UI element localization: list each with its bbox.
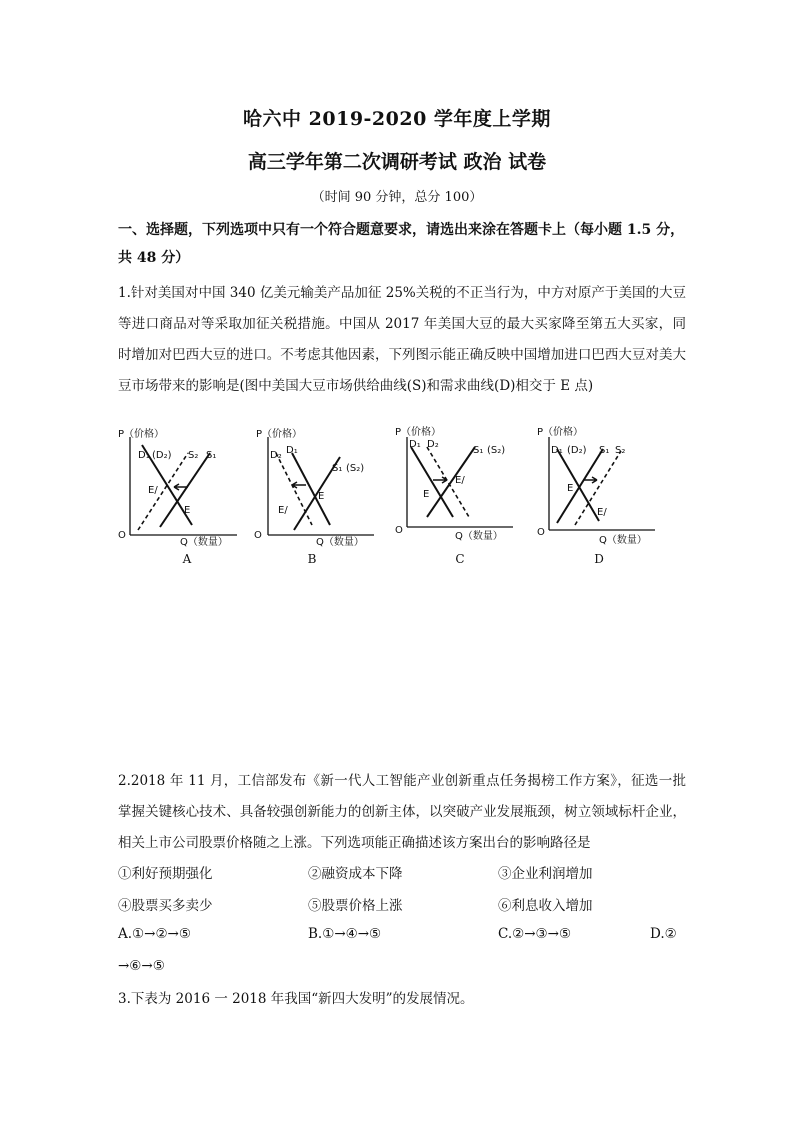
- graph-b-point-label: E: [318, 491, 325, 502]
- graph-a-label: A: [182, 552, 192, 566]
- graph-c: [393, 425, 523, 570]
- graph-a-svg: [112, 425, 242, 570]
- q2-option-b: B.①→④→⑤: [308, 926, 382, 942]
- graph-a: [112, 425, 242, 570]
- graph-b-q-axis: Q（数量）: [316, 537, 364, 548]
- graph-c-arrow: [433, 477, 447, 483]
- graph-d-p-axis: P（价格）: [537, 427, 584, 438]
- graph-a-curve-label: S₁: [206, 450, 217, 461]
- graph-b-curve-label: D₂: [270, 450, 282, 461]
- graph-a-p-axis: P（价格）: [118, 429, 165, 440]
- graph-d-point-label: E: [567, 483, 574, 494]
- graph-d-point-label: E/: [597, 507, 607, 518]
- graph-b-curve-label: (S₂): [346, 463, 365, 474]
- graph-b-arrow: [292, 482, 306, 488]
- q2-option-row: [118, 926, 686, 956]
- question-2-text: 2.2018 年 11 月，工信部发布《新一代人工智能产业创新重点任务揭榜工作方案》，征选一批掌握关键核心技术、具备较强创新能力的创新主体，以突破产业发展瓶颈，树立领域标杆企业，相关上市公司股票价格随之上涨。下列选项能正确描述该方案出台的影响路径是: [118, 773, 686, 851]
- q2-option-a: A.①→②→⑤: [118, 926, 191, 942]
- exam-header-title: 哈六中 2019-2020 学年度上学期: [243, 108, 551, 130]
- q2-item: ⑤股票价格上涨: [308, 898, 403, 914]
- exam-meta: （时间 90 分钟，总分 100）: [311, 190, 483, 205]
- graph-c-demand-curve: [411, 447, 453, 517]
- q2-item-row-2: [118, 894, 686, 924]
- q2-item: ②融资成本下降: [308, 866, 403, 882]
- graph-a-curve-label: S₂: [188, 450, 199, 461]
- q2-item: ③企业利润增加: [498, 866, 593, 882]
- graph-c-label: C: [455, 552, 465, 566]
- graph-c-curve-label: S₁: [473, 445, 484, 456]
- graph-c-curve-label: D₂: [427, 439, 439, 450]
- graph-c-curve-label: D₁: [409, 439, 421, 450]
- q2-item-row-1: [118, 862, 686, 892]
- graph-b-label: B: [307, 552, 317, 566]
- graph-c-point-label: E: [423, 489, 430, 500]
- question-1-text: 1.针对美国对中国 340 亿美元输美产品加征 25%关税的不正当行为，中方对原产于美国的大豆等进口商品对等采取加征关税措施。中国从 2017 年美国大豆的最大买家降至第五大买家，同时增加对巴西大豆的进口。不考虑其他因素，下列图示能正确反映中国增加进口巴西大豆对美大豆市场带来的影响是(图中美国大豆市场供给曲线(S)和需求曲线(D)相交于 E 点): [118, 285, 686, 394]
- graph-b-p-axis: P（价格）: [256, 429, 303, 440]
- graph-c-point-label: E/: [455, 475, 465, 486]
- graph-b-demand-curve: [292, 453, 330, 525]
- graph-b-curve-label: D₁: [286, 445, 298, 456]
- graph-a-origin: O: [118, 530, 126, 541]
- graph-d: [535, 425, 665, 570]
- q2-option-d-cont: →⑥→⑤: [118, 958, 165, 974]
- graph-d-demand-curve: [557, 449, 599, 521]
- q2-item: ①利好预期强化: [118, 866, 213, 882]
- graph-d-q-axis: Q（数量）: [599, 535, 647, 546]
- graph-c-supply-curve: [427, 447, 475, 517]
- graph-d-curve-label: D₁: [551, 445, 563, 456]
- graph-b-svg: [254, 425, 384, 570]
- q2-item: ⑥利息收入增加: [498, 898, 593, 914]
- graph-b-curve-label: S₁: [332, 463, 343, 474]
- q2-option-c: C.②→③→⑤: [498, 926, 572, 942]
- graph-d-origin: O: [537, 527, 545, 538]
- graph-c-origin: O: [395, 525, 403, 536]
- graph-d-label: D: [594, 552, 604, 566]
- q2-option-d: D.②: [650, 926, 677, 942]
- graph-d-curve-label: (D₂): [567, 445, 587, 456]
- graph-a-point-label: E/: [148, 485, 158, 496]
- graph-c-q-axis: Q（数量）: [455, 531, 503, 542]
- graph-d-curve-label: S₂: [615, 445, 626, 456]
- graph-d-svg: [535, 425, 665, 570]
- graph-a-q-axis: Q（数量）: [180, 537, 228, 548]
- graph-d-curve-label: S₁: [599, 445, 610, 456]
- graph-b-point-label: E/: [278, 505, 288, 516]
- graph-b: [254, 425, 384, 570]
- graph-a-point-label: E: [184, 505, 191, 516]
- exam-title: 高三学年第二次调研考试 政治 试卷: [247, 151, 547, 173]
- graph-a-shifted-supply: [138, 453, 191, 530]
- graph-c-curve-label: (S₂): [487, 445, 506, 456]
- graph-a-curve-label: (D₂): [152, 450, 172, 461]
- question-3-text: 3.下表为 2016 一 2018 年我国“新四大发明”的发展情况。: [118, 991, 474, 1007]
- graph-b-origin: O: [254, 530, 262, 541]
- graph-a-curve-label: D₁: [138, 450, 150, 461]
- section-heading: 一、选择题，下列选项中只有一个符合题意要求，请选出来涂在答题卡上（每小题 1.5 分，共 48 分）: [118, 222, 685, 266]
- graph-c-svg: [393, 425, 523, 570]
- q2-item: ④股票买多卖少: [118, 898, 213, 914]
- graph-c-p-axis: P（价格）: [395, 427, 442, 438]
